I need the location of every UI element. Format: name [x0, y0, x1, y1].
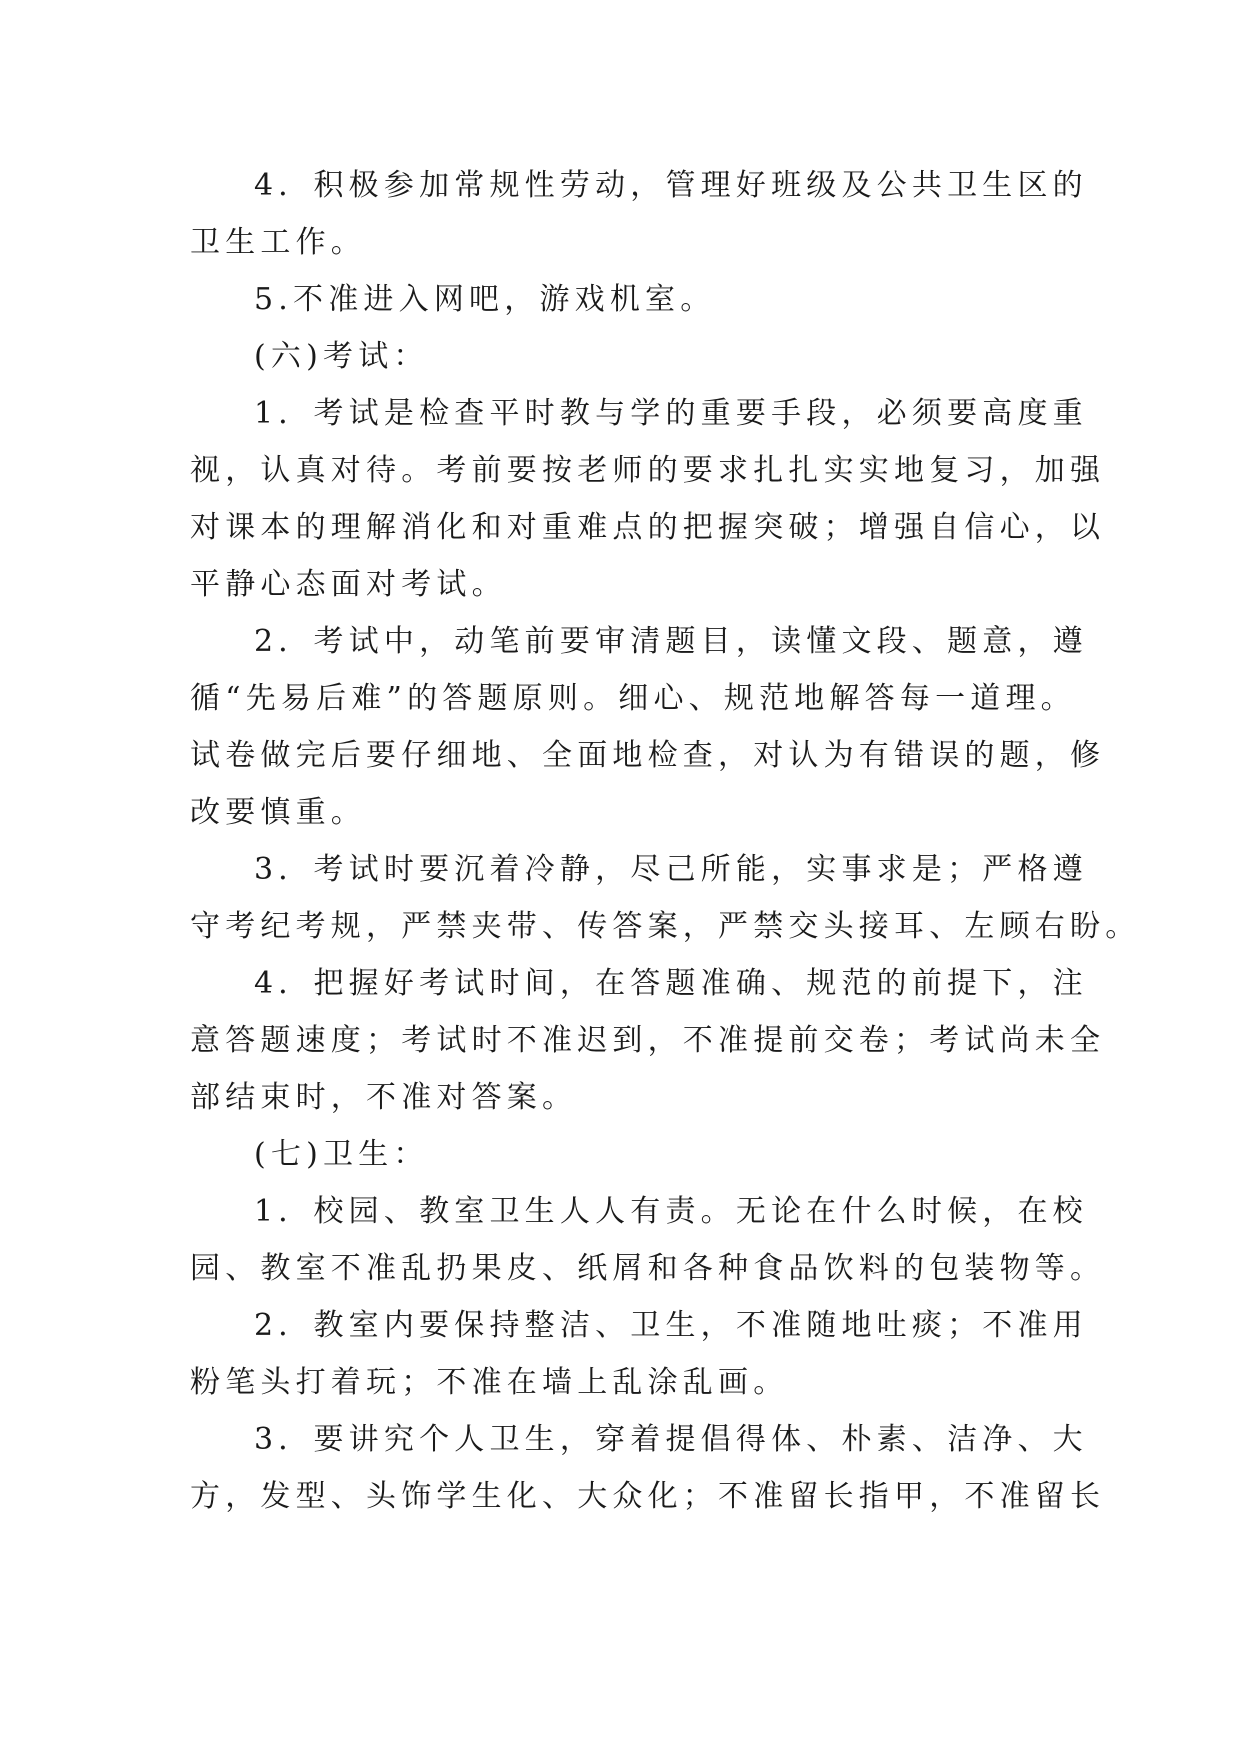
text-line: 2．教室内要保持整洁、卫生，不准随地吐痰；不准用	[254, 1308, 1088, 1343]
text-line: 意答题速度；考试时不准迟到，不准提前交卷；考试尚未全	[190, 1023, 1106, 1058]
text-line: 方，发型、头饰学生化、大众化；不准留长指甲，不准留长	[190, 1479, 1106, 1514]
text-line: 卫生工作。	[190, 225, 366, 260]
text-line: 1．校园、教室卫生人人有责。无论在什么时候，在校	[254, 1194, 1088, 1229]
text-line: 5.不准进入网吧，游戏机室。	[254, 282, 716, 317]
text-line: 部结束时，不准对答案。	[190, 1080, 578, 1115]
text-line: 粉笔头打着玩；不准在墙上乱涂乱画。	[190, 1365, 789, 1400]
text-line: 循“先易后难”的答题原则。细心、规范地解答每一道理。	[190, 681, 1076, 716]
text-line: 4．积极参加常规性劳动，管理好班级及公共卫生区的	[254, 168, 1088, 203]
text-line: 改要慎重。	[190, 795, 366, 830]
text-line: 1．考试是检查平时教与学的重要手段，必须要高度重	[254, 396, 1088, 431]
text-line: 平静心态面对考试。	[190, 567, 507, 602]
text-line: 园、教室不准乱扔果皮、纸屑和各种食品饮料的包装物等。	[190, 1251, 1106, 1286]
text-line: 视，认真对待。考前要按老师的要求扎扎实实地复习，加强	[190, 453, 1106, 488]
text-line: 3．考试时要沉着冷静，尽己所能，实事求是；严格遵	[254, 852, 1088, 887]
text-line: 试卷做完后要仔细地、全面地检查，对认为有错误的题，修	[190, 738, 1106, 773]
text-line: 4．把握好考试时间，在答题准确、规范的前提下，注	[254, 966, 1088, 1001]
text-line: 3．要讲究个人卫生，穿着提倡得体、朴素、洁净、大	[254, 1422, 1088, 1457]
text-line: 对课本的理解消化和对重难点的把握突破；增强自信心，以	[190, 510, 1106, 545]
text-line: 守考纪考规，严禁夹带、传答案，严禁交头接耳、左顾右盼。	[190, 909, 1141, 944]
section-heading: (七)卫生：	[254, 1137, 429, 1172]
section-heading: (六)考试：	[254, 339, 429, 374]
text-line: 2．考试中，动笔前要审清题目，读懂文段、题意，遵	[254, 624, 1088, 659]
